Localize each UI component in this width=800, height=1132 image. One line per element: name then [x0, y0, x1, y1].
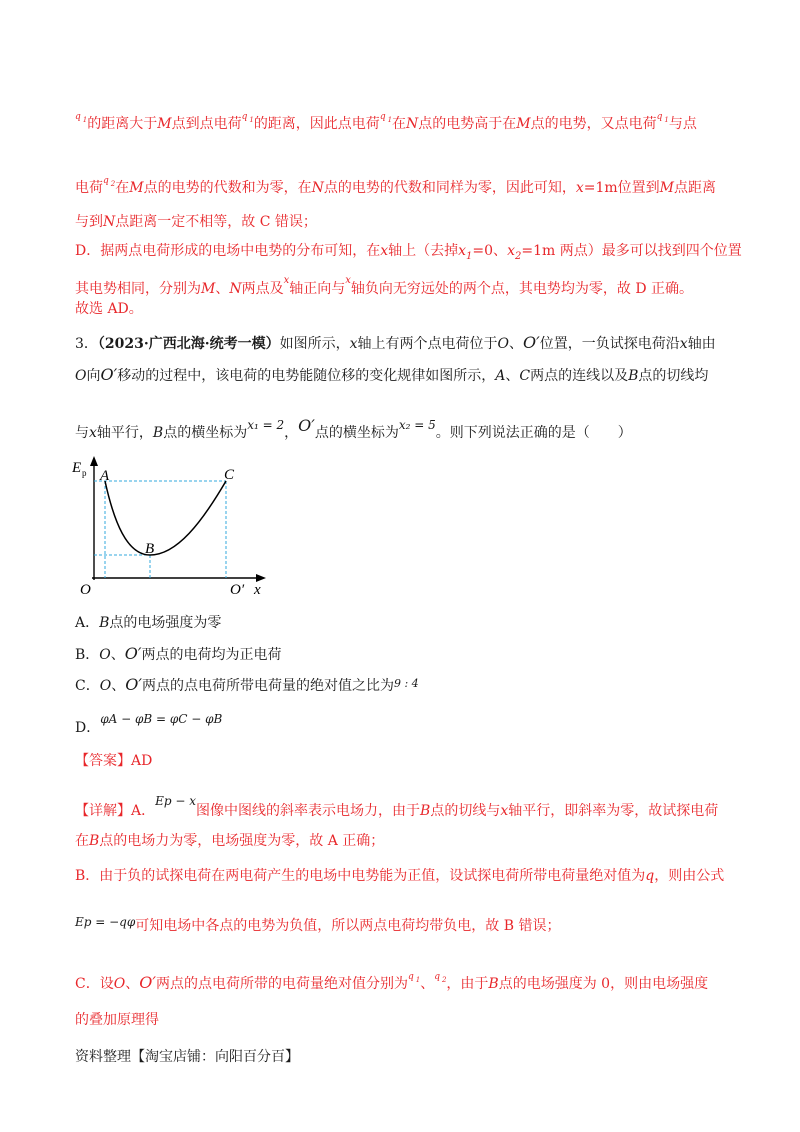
x-axis-label: x — [254, 582, 261, 598]
text: 故选 AD。 — [75, 301, 143, 317]
text-line-1 — [75, 106, 697, 135]
text: 轴上（去掉 — [388, 243, 459, 259]
potential-energy-graph — [72, 452, 282, 602]
var-O-prime: O′ — [100, 365, 118, 384]
text: 点距离 — [674, 180, 716, 196]
sub: 1 — [415, 976, 421, 984]
text: ， — [284, 425, 299, 441]
var-q2: q — [434, 972, 440, 982]
text: 其电势相同，分别为 — [75, 281, 201, 297]
var-N: N — [103, 214, 116, 230]
text: 移动的过程中，该电荷的电势能随位移的变化规律如图所示， — [117, 368, 496, 384]
text-line-4 — [75, 240, 742, 268]
text: 在 — [75, 833, 89, 849]
sub: 1 — [249, 116, 254, 124]
text: 点的电场强度为 0，则由电场强度 — [498, 976, 709, 992]
text: 在 — [115, 180, 130, 196]
origin-label: O — [80, 582, 91, 598]
footer — [75, 1046, 299, 1068]
text: 在 — [392, 116, 407, 132]
explain-line-1 — [75, 790, 718, 822]
y-axis-arrow — [90, 456, 98, 466]
var-O: O — [497, 336, 510, 352]
var-O-prime: O′ — [523, 333, 540, 352]
var-N: N — [406, 116, 419, 132]
var-O: O — [99, 647, 111, 663]
text: 点的切线与 — [430, 803, 501, 819]
var-B: B — [152, 425, 164, 441]
text: 、 — [125, 976, 140, 992]
var-B: B — [420, 803, 431, 819]
text: 。则下列说法正确的是（ ） — [435, 425, 632, 441]
point-A-label: A — [100, 468, 110, 484]
option-A — [75, 612, 221, 634]
explain-line-6 — [75, 1009, 159, 1031]
text: 轴平行，即斜率为零，故试探电荷 — [508, 803, 719, 819]
option-C — [75, 673, 419, 697]
var-x: x — [575, 180, 584, 196]
text: 点的横坐标为 — [314, 425, 399, 441]
explain-tag: 【详解】 — [75, 803, 131, 819]
text: =1m位置到 — [583, 180, 660, 196]
text: 、 — [420, 976, 435, 992]
explain-line-2 — [75, 830, 384, 852]
point-C-label: C — [224, 467, 235, 483]
var-x: x — [89, 425, 97, 441]
var-O: O — [75, 368, 87, 384]
var-x2: x — [507, 243, 515, 259]
var-B: B — [89, 833, 100, 849]
text: =0、 — [472, 243, 508, 259]
text: 轴正向与 — [289, 281, 346, 297]
var-q1: q — [241, 112, 248, 122]
option-D — [75, 708, 222, 739]
var-x: x — [380, 243, 389, 259]
var-B: B — [488, 976, 499, 992]
var-x: x — [345, 275, 351, 286]
text-line-2 — [75, 170, 716, 199]
var-q2: q — [103, 176, 109, 186]
text: D．据两点电荷形成的电场中电势的分布可知，在 — [75, 243, 381, 259]
text: 的距离，因此点电荷 — [253, 116, 380, 132]
energy-curve — [105, 481, 226, 555]
text: 图像中图线的斜率表示电场力，由于 — [196, 803, 421, 819]
answer-line — [75, 750, 152, 772]
text: D． — [75, 720, 101, 736]
var-x: x — [283, 275, 290, 286]
explain-line-5 — [75, 966, 708, 995]
text: 点的电势高于在 — [418, 116, 517, 132]
explain-line-4 — [75, 911, 560, 937]
var-O-prime: O′ — [124, 644, 142, 663]
sub: 2 — [441, 976, 447, 984]
var-M: M — [157, 116, 172, 132]
text: A． — [75, 615, 100, 631]
var-O-prime: O′ — [139, 973, 156, 992]
text: 两点的电荷均为正电荷 — [141, 647, 282, 663]
question-number: 3． — [75, 336, 98, 352]
var-B: B — [628, 368, 639, 384]
text: 、 — [505, 368, 520, 384]
sub: 2 — [514, 250, 522, 262]
var-q1: q — [379, 112, 386, 122]
ep-x-equation: Ep − x — [155, 794, 197, 808]
text: 如图所示， — [279, 336, 350, 352]
text: 的叠加原理得 — [75, 1012, 159, 1028]
var-N: N — [311, 180, 324, 196]
text: 轴由 — [687, 336, 716, 352]
text: 点的电势的代数和为零，在 — [143, 180, 312, 196]
text: 点的横坐标为 — [163, 425, 248, 441]
text: =1m 两点）最多可以找到四个位置 — [521, 243, 742, 259]
point-O-prime-label: O′ — [230, 582, 245, 598]
var-O-prime: O′ — [298, 416, 315, 435]
text: 点的切线均 — [638, 368, 709, 384]
text: B．由于负的试探电荷在两电荷产生的电场中电势能为正值，设试探电荷所带电荷量绝对值为 — [75, 868, 646, 884]
var-x: x — [349, 336, 358, 352]
sub: 1 — [466, 250, 473, 262]
text-line-3 — [75, 211, 317, 233]
footer-text: 资料整理【淘宝店铺：向阳百分百】 — [75, 1049, 299, 1065]
var-x: x — [500, 803, 509, 819]
text: 轴上有两个点电荷位于 — [357, 336, 498, 352]
var-q1: q — [407, 972, 414, 982]
var-M: M — [659, 180, 674, 196]
text: 、 — [110, 647, 125, 663]
var-C: C — [519, 368, 531, 384]
option-D-equation: φA − φB = φC − φB — [100, 712, 223, 726]
sub: 2 — [110, 180, 116, 188]
text: 两点的连线以及 — [530, 368, 629, 384]
var-O: O — [99, 678, 112, 694]
text: 点距离一定不相等，故 C 错误； — [115, 214, 317, 230]
text: 点到点电荷 — [171, 116, 242, 132]
equation-x1: x₁ = 2 — [247, 418, 285, 432]
text: 与 — [75, 425, 89, 441]
var-q1: q — [75, 112, 81, 122]
var-N: N — [229, 281, 242, 297]
question-3-line-1 — [75, 332, 716, 355]
y-axis-label-sub: p — [82, 468, 87, 478]
var-x1: x — [458, 243, 467, 259]
x-axis-arrow — [256, 574, 266, 582]
explain-line-3 — [75, 865, 724, 887]
question-3-line-3 — [75, 414, 632, 444]
var-M: M — [516, 116, 531, 132]
text: 、 — [509, 336, 524, 352]
text: 两点的点电荷所带电荷量的绝对值之比为 — [141, 678, 394, 694]
text: 点的电场力为零，电场强度为零，故 A 正确； — [99, 833, 385, 849]
text: 两点的点电荷所带的电荷量绝对值分别为 — [155, 976, 408, 992]
question-source: （2023·广西北海·统考一模） — [97, 336, 280, 352]
text: 位置，一负试探电荷沿 — [539, 336, 680, 352]
var-q1: q — [656, 112, 663, 122]
sub: 1 — [387, 116, 393, 124]
point-B-label: B — [145, 541, 155, 557]
var-q: q — [645, 868, 655, 884]
y-axis-label: E — [72, 460, 82, 476]
equation-x2: x₂ = 5 — [398, 418, 436, 432]
text-line-6 — [75, 298, 143, 320]
sub: 1 — [82, 116, 88, 124]
text: 、 — [215, 281, 230, 297]
text: 点的电场强度为零 — [109, 615, 222, 631]
question-3-line-2 — [75, 364, 708, 387]
text: 电荷 — [75, 180, 103, 196]
var-M: M — [129, 180, 144, 196]
var-M: M — [201, 281, 216, 297]
text: C．设 — [75, 976, 114, 992]
ratio-value: 9 : 4 — [393, 677, 419, 690]
text: 的距离大于 — [87, 116, 158, 132]
text: 点的电势，又点电荷 — [530, 116, 657, 132]
text: B． — [75, 647, 100, 663]
answer-text: 【答案】AD — [75, 753, 153, 769]
ep-formula: Ep = −qφ — [75, 915, 136, 929]
text: 与点 — [668, 116, 697, 132]
var-A: A — [495, 368, 506, 384]
text: 轴负向无穷远处的两个点，其电势均为零，故 D 正确。 — [350, 281, 693, 297]
text: 点的电势的代数和同样为零，因此可知， — [323, 180, 576, 196]
text: 与到 — [75, 214, 103, 230]
text: ，则由公式 — [654, 868, 725, 884]
text: 轴平行， — [96, 425, 153, 441]
text: 可知电场中各点的电势为负值，所以两点电荷均带负电，故 B 错误； — [135, 918, 561, 934]
var-O-prime: O′ — [125, 675, 142, 694]
var-O: O — [113, 976, 126, 992]
sub: 1 — [664, 116, 669, 124]
text: 两点及 — [241, 281, 284, 297]
text: 、 — [111, 678, 126, 694]
text: A． — [131, 803, 156, 819]
text-line-5 — [75, 270, 693, 300]
text: C． — [75, 678, 100, 694]
text: ，由于 — [446, 976, 489, 992]
var-x: x — [679, 336, 688, 352]
text: 向 — [86, 368, 101, 384]
option-B — [75, 643, 282, 666]
var-B: B — [99, 615, 110, 631]
